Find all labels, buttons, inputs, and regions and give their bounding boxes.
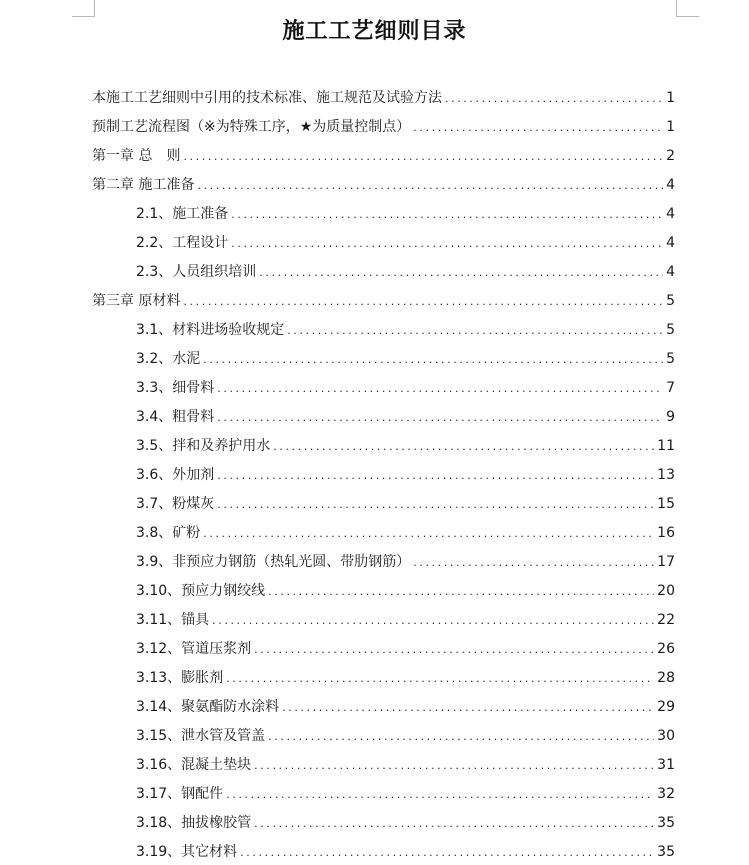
toc-page-number: 17	[657, 554, 675, 570]
toc-page-number: 1	[666, 90, 675, 106]
toc-entry[interactable]	[92, 428, 675, 457]
toc-entry[interactable]	[92, 573, 675, 602]
toc-page-number: 4	[666, 177, 675, 193]
toc-page-number: 5	[666, 351, 675, 367]
toc-page-number: 32	[657, 786, 675, 802]
toc-page-number: 4	[666, 206, 675, 222]
toc-entry[interactable]	[92, 602, 675, 631]
toc-entry[interactable]	[92, 515, 675, 544]
toc-entry[interactable]	[92, 747, 675, 776]
toc-leader-dots	[413, 554, 654, 572]
toc-page-number: 2	[666, 148, 675, 164]
toc-page-number: 22	[657, 612, 675, 628]
toc-entry-text: 3.10、预应力钢绞线	[136, 583, 266, 599]
toc-page-number: 5	[666, 322, 675, 338]
toc-leader-dots	[231, 206, 663, 224]
toc-leader-dots	[183, 293, 663, 311]
toc-entry-text: 3.7、粉煤灰	[136, 496, 215, 512]
toc-entry[interactable]	[92, 109, 675, 138]
toc-entry[interactable]	[92, 689, 675, 718]
toc-page-number: 31	[657, 757, 675, 773]
toc-entry[interactable]	[92, 196, 675, 225]
toc-entry-text: 第三章 原材料	[92, 293, 181, 309]
toc-entry[interactable]	[92, 225, 675, 254]
toc-page-number: 13	[657, 467, 675, 483]
toc-entry[interactable]	[92, 254, 675, 283]
toc-entry[interactable]	[92, 370, 675, 399]
toc-page-number: 1	[666, 119, 675, 135]
toc-entry-text: 3.18、抽拔橡胶管	[136, 815, 252, 831]
toc-entry[interactable]	[92, 167, 675, 196]
toc-leader-dots	[287, 322, 663, 340]
toc-entry-text: 3.5、拌和及养护用水	[136, 438, 271, 454]
toc-entry-text: 3.11、锚具	[136, 612, 210, 628]
toc-entry-text: 预制工艺流程图（※为特殊工序，★为质量控制点）	[92, 119, 411, 135]
toc-entry[interactable]	[92, 776, 675, 805]
toc-leader-dots	[254, 757, 654, 775]
toc-entry-text: 3.6、外加剂	[136, 467, 215, 483]
toc-entry[interactable]	[92, 138, 675, 167]
toc-entry-text: 3.17、钢配件	[136, 786, 224, 802]
toc-leader-dots	[273, 438, 654, 456]
toc-entry-text: 3.14、聚氨酯防水涂料	[136, 699, 280, 715]
toc-leader-dots	[226, 786, 654, 804]
toc-entry[interactable]	[92, 283, 675, 312]
toc-page-number: 9	[666, 409, 675, 425]
toc-leader-dots	[254, 815, 654, 833]
toc-entry[interactable]	[92, 631, 675, 660]
toc-leader-dots	[197, 177, 663, 195]
toc-leader-dots	[226, 670, 654, 688]
toc-page-number: 35	[657, 815, 675, 831]
toc-page-number: 26	[657, 641, 675, 657]
toc-page-number: 29	[657, 699, 675, 715]
toc-leader-dots	[203, 351, 663, 369]
toc-entry-text: 3.3、细骨料	[136, 380, 215, 396]
toc-leader-dots	[240, 844, 654, 862]
toc-leader-dots	[231, 235, 663, 253]
toc-entry-text: 2.2、工程设计	[136, 235, 229, 251]
toc-page-number: 35	[657, 844, 675, 860]
toc-page-number: 7	[666, 380, 675, 396]
toc-leader-dots	[203, 525, 654, 543]
toc-entry-text: 2.3、人员组织培训	[136, 264, 257, 280]
toc-leader-dots	[282, 699, 654, 717]
toc-entry-text: 3.8、矿粉	[136, 525, 201, 541]
page-title: 施工工艺细则目录	[282, 18, 467, 44]
toc-page-number: 28	[657, 670, 675, 686]
toc-entry-text: 第二章 施工准备	[92, 177, 195, 193]
toc-leader-dots	[217, 496, 654, 514]
toc-leader-dots	[217, 409, 663, 427]
toc-entry-text: 3.12、管道压浆剂	[136, 641, 252, 657]
toc-page-number: 20	[657, 583, 675, 599]
toc-entry[interactable]	[92, 486, 675, 515]
toc-entry-text: 3.16、混凝土垫块	[136, 757, 252, 773]
toc-leader-dots	[445, 90, 663, 108]
toc-entry-text: 3.19、其它材料	[136, 844, 238, 860]
toc-entry[interactable]	[92, 544, 675, 573]
toc-page-number: 4	[666, 264, 675, 280]
toc-entry-text: 2.1、施工准备	[136, 206, 229, 222]
toc-leader-dots	[268, 583, 654, 601]
toc-leader-dots	[183, 148, 663, 166]
toc-leader-dots	[268, 728, 654, 746]
toc-entry[interactable]	[92, 718, 675, 747]
toc-entry-text: 本施工工艺细则中引用的技术标准、施工规范及试验方法	[92, 90, 442, 106]
toc-entry-text: 第一章 总 则	[92, 148, 181, 164]
toc-entry[interactable]	[92, 312, 675, 341]
toc-entry[interactable]	[92, 660, 675, 689]
toc-entry-text: 3.2、水泥	[136, 351, 201, 367]
toc-leader-dots	[259, 264, 663, 282]
toc-leader-dots	[217, 380, 663, 398]
toc-leader-dots	[413, 119, 663, 137]
toc-page-number: 16	[657, 525, 675, 541]
toc-page-number: 30	[657, 728, 675, 744]
toc-entry[interactable]	[92, 341, 675, 370]
toc-entry-text: 3.4、粗骨料	[136, 409, 215, 425]
toc-page-number: 15	[657, 496, 675, 512]
toc-entry-text: 3.13、膨胀剂	[136, 670, 224, 686]
toc-entry[interactable]	[92, 457, 675, 486]
toc-page-number: 11	[657, 438, 675, 454]
toc-page-number: 4	[666, 235, 675, 251]
toc-leader-dots	[254, 641, 654, 659]
toc-entry-text: 3.15、泄水管及管盖	[136, 728, 266, 744]
toc-entry[interactable]	[92, 805, 675, 834]
toc-entry-text: 3.9、非预应力钢筋（热轧光圆、带肋钢筋）	[136, 554, 411, 570]
toc-entry[interactable]	[92, 80, 675, 109]
toc-leader-dots	[217, 467, 654, 485]
toc-page-number: 5	[666, 293, 675, 309]
table-of-contents	[92, 80, 675, 863]
toc-entry[interactable]	[92, 834, 675, 863]
toc-leader-dots	[212, 612, 654, 630]
toc-entry-text: 3.1、材料进场验收规定	[136, 322, 285, 338]
toc-entry[interactable]	[92, 399, 675, 428]
